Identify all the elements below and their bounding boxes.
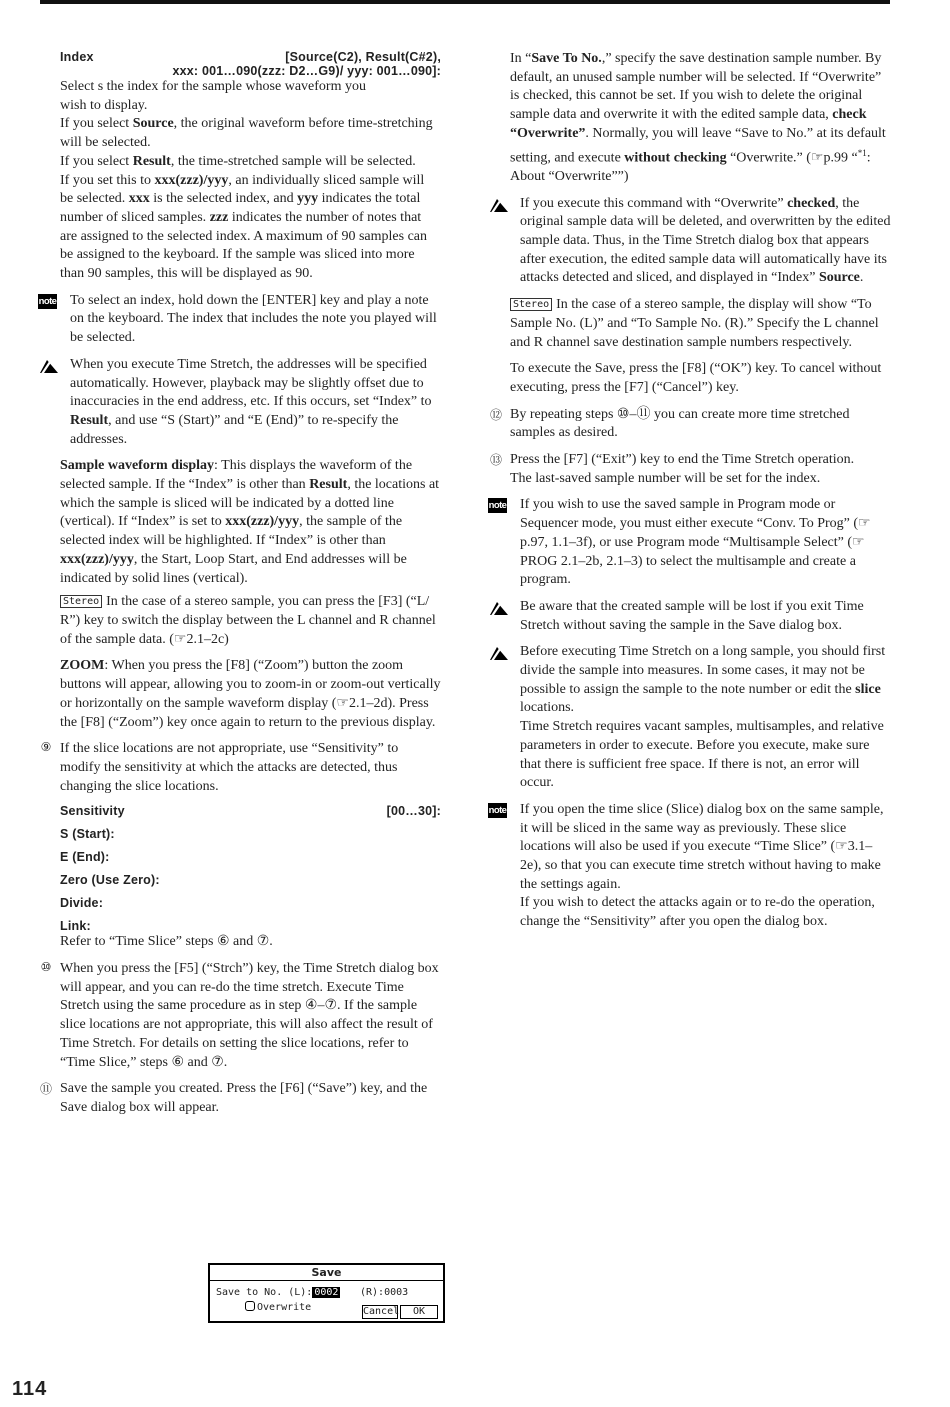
warning-long-sample: Before executing Time Stretch on a long sample, you should first divide the sample into measures. In some cases, it may not be possible to assign the sample to the note number or edit the slice locations. Time Stretch requires vacant samples, multisamples, and relative parameters in order to execute. Before you execute, make sure that there is sufficient free space. If there is not, an error will occur. <box>488 643 892 793</box>
warning-addresses: When you execute Time Stretch, the addresses will be specified automatically. However, playback may be slightly offset due to inaccuracies in the end address, etc. If this occurs, set “Index” to Result, and use “S (Start)” and “E (End)” to re-specify the addresses. <box>38 356 441 450</box>
note-icon: note <box>488 500 507 512</box>
index-result-desc: If you select Result, the time-stretched sample will be selected. <box>60 153 416 169</box>
warning-icon <box>488 645 510 662</box>
stereo-badge: Stereo <box>510 298 552 311</box>
param-end: E (End): <box>60 850 110 865</box>
zoom-desc: ZOOM: When you press the [F8] (“Zoom”) button the zoom buttons will appear, allowing you to zoom-in or zoom-out vertically or horizontally on the sample waveform display (☞2.1–2d). Press the [F8] (“Zoom”) key once again to return to the previous display. <box>60 658 441 730</box>
overwrite-checkbox[interactable]: Overwrite <box>245 1301 311 1313</box>
index-param <box>38 50 441 284</box>
stereo-badge: Stereo <box>60 595 102 608</box>
index-xxx-desc: If you set this to xxx(zzz)/yyy, an individually sliced sample will be selected. xxx is the selected index, and yyy indicates the total number of sliced samples. zzz indicates the number of notes that are assigned to the selected index. A maximum of 90 samples can be assigned to the keyboard. If the sample was sliced into more than 90 samples, this will be displayed as 90. <box>60 172 428 282</box>
step-12: ⑫ By repeating steps ⑩–⑪ you can create more time stretched samples as desired. <box>489 406 850 441</box>
warning-icon <box>38 358 60 375</box>
index-source-desc: If you select Source, the original waveform before time-stretching will be selected. <box>60 116 433 151</box>
index-range-1: [Source(C2), Result(C#2), <box>285 50 441 64</box>
param-start: S (Start): <box>60 827 115 842</box>
save-to-field[interactable]: 0002 <box>314 1287 339 1298</box>
right-column <box>488 50 892 932</box>
index-desc-1: Select s the index for the sample whose waveform you <box>60 79 366 94</box>
ok-button[interactable]: OK <box>400 1305 438 1319</box>
refer-time-slice: Refer to “Time Slice” steps ⑥ and ⑦. <box>60 934 273 950</box>
step-9: ⑨ If the slice locations are not appropriate, use “Sensitivity” to modify the sensitivity at which the attacks are detected, thus changing the slice locations. Sensitivity [00…30]: S (Start): E (End): Zero (Use Zero): Divide: Link: Refer to “Time Slice” steps ⑥ and ⑦. <box>38 740 441 952</box>
warning-icon <box>488 197 510 214</box>
top-rule <box>40 0 890 4</box>
step-10: ⑩ When you press the [F5] (“Strch”) key, the Time Stretch dialog box will appear, and you can re-do the time stretch. Execute Time Stretch using the same procedure as in step ④–⑦. If the sample slice locations are not appropriate, this will also affect the result of Time Stretch. For details on setting the slice locations, refer to “Time Slice,” steps ⑥ and ⑦. <box>40 960 439 1070</box>
save-to-label: Save to No. (L): <box>216 1287 313 1298</box>
execute-save-desc: To execute the Save, press the [F8] (“OK”) key. To cancel without executing, press the [F7] (“Cancel”) key. <box>510 361 882 395</box>
sample-waveform-display: Sample waveform display: This displays the waveform of the selected sample. If the “Index” is other than Result, the locations at which the sample is sliced will be indicated by a dotted line (vertical). If “Index” is set to xxx(zzz)/yyy, the sample of the selected index will be highlighted. If “Index” is other than xxx(zzz)/yyy, the Start, Loop Start, and End addresses will be indicated by solid lines (vertical). Stereo In the case of a stereo sample, you can press the [F3] (“L/ R”) key to switch the display between the L channel and R channel of the sample data. (☞2.1–2c) ZOOM: When you press the [F8] (“Zoom”) button the zoom buttons will appear, allowing you to zoom-in or zoom-out vertically or horizontally on the sample waveform display (☞2.1–2d). Press the [F8] (“Zoom”) key once again to return to the previous display. <box>38 457 441 732</box>
r-value[interactable]: 0003 <box>384 1287 409 1298</box>
warning-icon <box>488 600 510 617</box>
left-column <box>38 50 441 1118</box>
note-slice-dialog: note If you open the time slice (Slice) dialog box on the same sample, it will be sliced in the same way as previously. These slice locations will also be used if you execute “Time Slice” (☞3.1–2e), so that you can execute time stretch without having to make the settings again. If you wish to detect the attacks again or to re-do the operation, change the “Sensitivity” after you open the dialog box. <box>488 801 884 930</box>
step-11: ⑪ Save the sample you created. Press the [F6] (“Save”) key, and the Save dialog box will appear. <box>39 1081 428 1115</box>
cancel-button[interactable]: Cancel <box>363 1306 400 1317</box>
note-icon: note <box>488 804 507 816</box>
warning-overwrite: If you execute this command with “Overwrite” checked, the original sample data will be deleted, and overwritten by the edited sample data. Thus, in the Time Stretch dialog box that appears after execution, the edited sample data will automatically have its attacks detected and sliced, and displayed in “Index” Source. <box>488 195 892 289</box>
stereo-note-1: Stereo In the case of a stereo sample, you can press the [F3] (“L/ R”) key to switch the display between the L channel and R channel of the sample data. (☞2.1–2c) <box>60 594 436 647</box>
param-zero: Zero (Use Zero): <box>60 873 160 888</box>
save-to-no-desc: In “Save To No.,” specify the save destination sample number. By default, an unused sample number will be selected. If “Overwrite” is checked, this cannot be set. If you wish to delete the original sample data and overwrite it with the edited sample data, check “Overwrite”. Normally, you will leave “Save to No.” at its default setting, and execute without checking “Overwrite.” (☞p.99 “$^{*1}$: About “Overwrite””) <box>510 51 886 184</box>
page-number: 114 <box>12 1378 48 1400</box>
note-icon: note <box>38 295 57 307</box>
step-13: ⑬ Press the [F7] (“Exit”) key to end the Time Stretch operation. The last-saved sample number will be set for the index. <box>489 452 855 486</box>
save-dialog <box>208 1263 445 1323</box>
note-use-saved-sample: note If you wish to use the saved sample in Program mode or Sequencer mode, you must either execute “Conv. To Prog” (☞p.97, 1.1–3f), or use Program mode “Multisample Select” (☞PROG 2.1–2b, 2.1–3) to select the multisample and create a program. <box>488 497 871 588</box>
param-divide: Divide: <box>60 896 104 911</box>
index-range-2: xxx: 001…090(zzz: D2…G9)/ yyy: 001…090]: <box>172 64 441 78</box>
index-desc-2: wish to display. <box>60 97 148 113</box>
stereo-note-2: Stereo In the case of a stereo sample, the display will show “To Sample No. (L)” and “To Sample No. (R).” Specify the L channel and R channel save destination sample numbers respectively. <box>510 297 879 350</box>
r-label: (R): <box>360 1287 385 1298</box>
note-select-index: note To select an index, hold down the [ENTER] key and play a note on the keyboard. The index that includes the note you played will be selected. <box>38 292 437 346</box>
save-dialog-title: Save <box>210 1265 443 1281</box>
param-link: Link: <box>60 919 91 934</box>
checkbox-icon <box>245 1301 255 1311</box>
index-label: Index <box>60 50 94 64</box>
sensitivity-param: Sensitivity [00…30]: <box>60 804 441 819</box>
warning-lost-sample: Be aware that the created sample will be lost if you exit Time Stretch without saving the sample in the Save dialog box. <box>488 598 892 635</box>
